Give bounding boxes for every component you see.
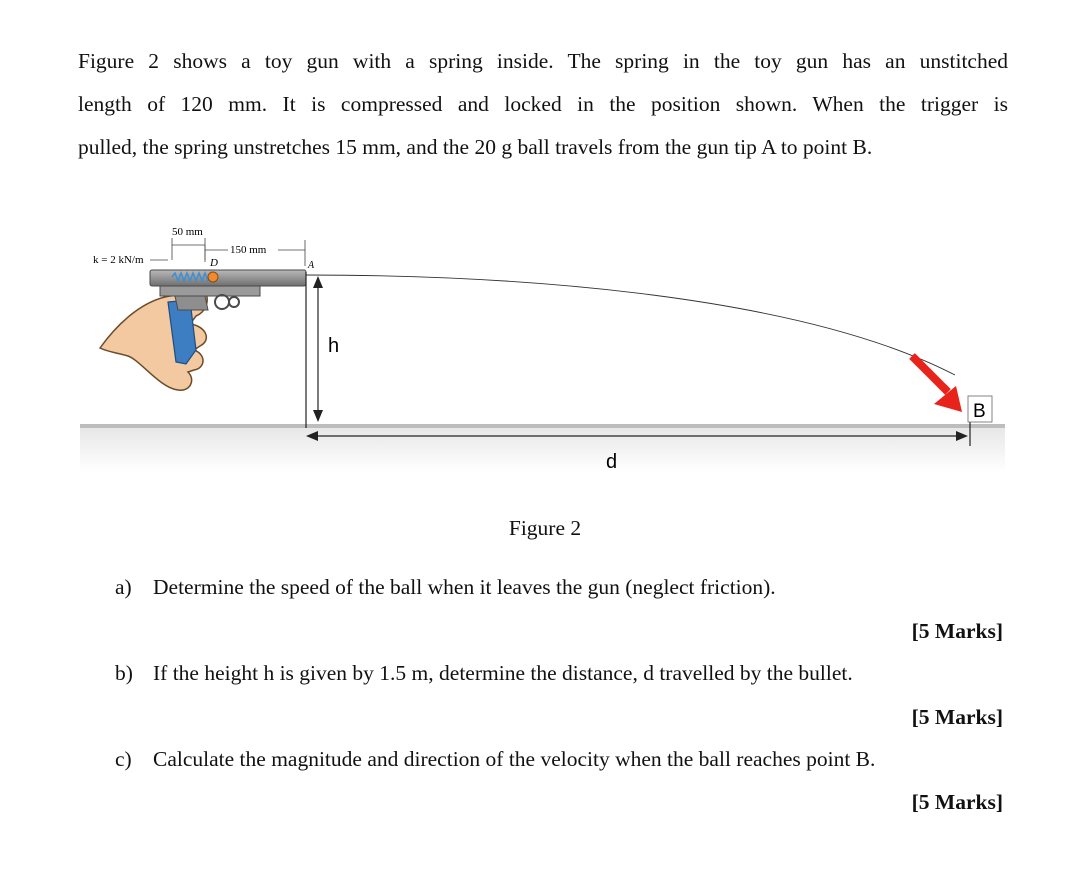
figure-caption: Figure 2 <box>508 516 582 540</box>
spring-constant-label: k = 2 kN/m <box>93 254 144 266</box>
question-a-text: Determine the speed of the ball when it leaves the gun (neglect friction). <box>153 575 776 599</box>
dimension-50mm <box>172 238 205 260</box>
point-b-label: B <box>973 401 986 422</box>
question-b-marks: [5 Marks] <box>911 705 1003 729</box>
intro-line-3: pulled, the spring unstretches 15 mm, and the 20 g ball travels from the gun tip A to point B. <box>78 135 873 159</box>
question-a-marks: [5 Marks] <box>911 619 1003 643</box>
red-arrow-icon <box>912 356 962 412</box>
question-b-label: b) <box>115 661 133 685</box>
ball-trajectory <box>306 275 955 375</box>
dimension-150mm-label: 150 mm <box>230 244 267 256</box>
figure-2-diagram <box>0 200 1090 490</box>
height-dimension <box>306 272 318 428</box>
height-arrow-up <box>313 276 323 288</box>
intro-line-2: length of 120 mm. It is compressed and locked in the position shown. When the trigger is <box>78 92 1008 116</box>
question-a <box>115 575 776 600</box>
intro-line-1: Figure 2 shows a toy gun with a spring inside. The spring in the toy gun has an unstitched <box>78 49 1008 73</box>
question-a-label: a) <box>115 575 132 599</box>
ground-surface <box>80 426 1005 472</box>
question-b <box>115 661 853 686</box>
ball <box>208 272 218 282</box>
point-a-label: A <box>308 260 315 271</box>
distance-label: d <box>606 451 618 473</box>
question-c-label: c) <box>115 747 132 771</box>
question-c <box>115 747 875 772</box>
question-b-text: If the height h is given by 1.5 m, determine the distance, d travelled by the bullet. <box>153 661 853 685</box>
question-c-marks: [5 Marks] <box>911 790 1003 814</box>
point-d-label: D <box>210 257 218 269</box>
question-c-text: Calculate the magnitude and direction of the velocity when the ball reaches point B. <box>153 747 876 771</box>
height-arrow-down <box>313 410 323 422</box>
height-label: h <box>328 335 340 357</box>
dimension-50mm-label: 50 mm <box>172 226 203 238</box>
problem-statement <box>78 40 1008 169</box>
